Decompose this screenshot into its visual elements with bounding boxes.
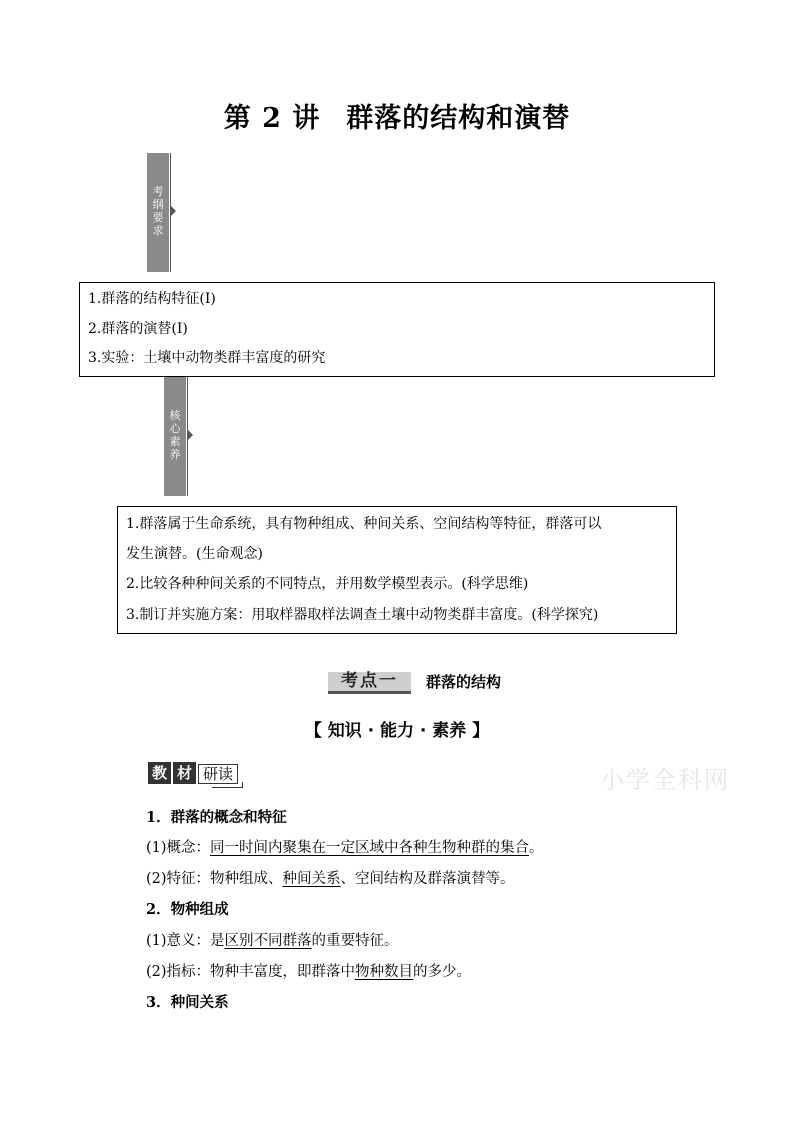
tab-core-literacy: 核 心 素 养	[164, 377, 186, 496]
literacy-item: 3.制订并实施方案：用取样器取样法调查土壤中动物类群丰富度。(科学探究)	[126, 607, 599, 623]
content-line: (1)概念：同一时间内聚集在一定区域中各种生物种群的集合。	[146, 840, 544, 856]
exam-requirements-box	[79, 282, 715, 377]
content-line: (2)特征：物种组成、种间关系、空间结构及群落演替等。	[146, 871, 515, 887]
section-heading: 3．种间关系	[146, 994, 229, 1011]
watermark: 小学全科网	[600, 766, 730, 794]
page-title	[0, 96, 794, 135]
literacy-item: 发生演替。(生命观念)	[126, 546, 263, 562]
section-heading: 2．物种组成	[146, 901, 229, 918]
lecture-number: 第 2 讲	[223, 103, 321, 134]
kaodian-badge: 考点一	[328, 672, 411, 694]
content-line: (1)意义：是区别不同群落的重要特征。	[146, 933, 399, 949]
knowledge-header: 【 知识 · 能力 · 素养 】	[304, 721, 490, 741]
requirement-item: 2.群落的演替(Ⅰ)	[88, 321, 188, 337]
section-heading: 1．群落的概念和特征	[146, 809, 287, 826]
core-literacy-box	[117, 506, 677, 634]
kaodian-title: 群落的结构	[426, 673, 502, 691]
requirement-item: 3.实验：土壤中动物类群丰富度的研究	[88, 350, 326, 366]
lecture-topic: 群落的结构和演替	[346, 103, 571, 134]
literacy-item: 2.比较各种种间关系的不同特点，并用数学模型表示。(科学思维)	[126, 576, 529, 592]
textbook-reading-label: 教 材 研读	[148, 762, 238, 784]
requirement-item: 1.群落的结构特征(Ⅰ)	[88, 291, 216, 307]
tab-arrow-icon	[188, 430, 193, 440]
literacy-item: 1.群落属于生命系统，具有物种组成、种间关系、空间结构等特征，群落可以	[126, 516, 602, 532]
tab-exam-requirements: 考 纲 要 求	[147, 153, 169, 272]
tab-arrow-icon	[171, 206, 176, 216]
content-line: (2)指标：物种丰富度，即群落中物种数目的多少。	[146, 964, 472, 980]
